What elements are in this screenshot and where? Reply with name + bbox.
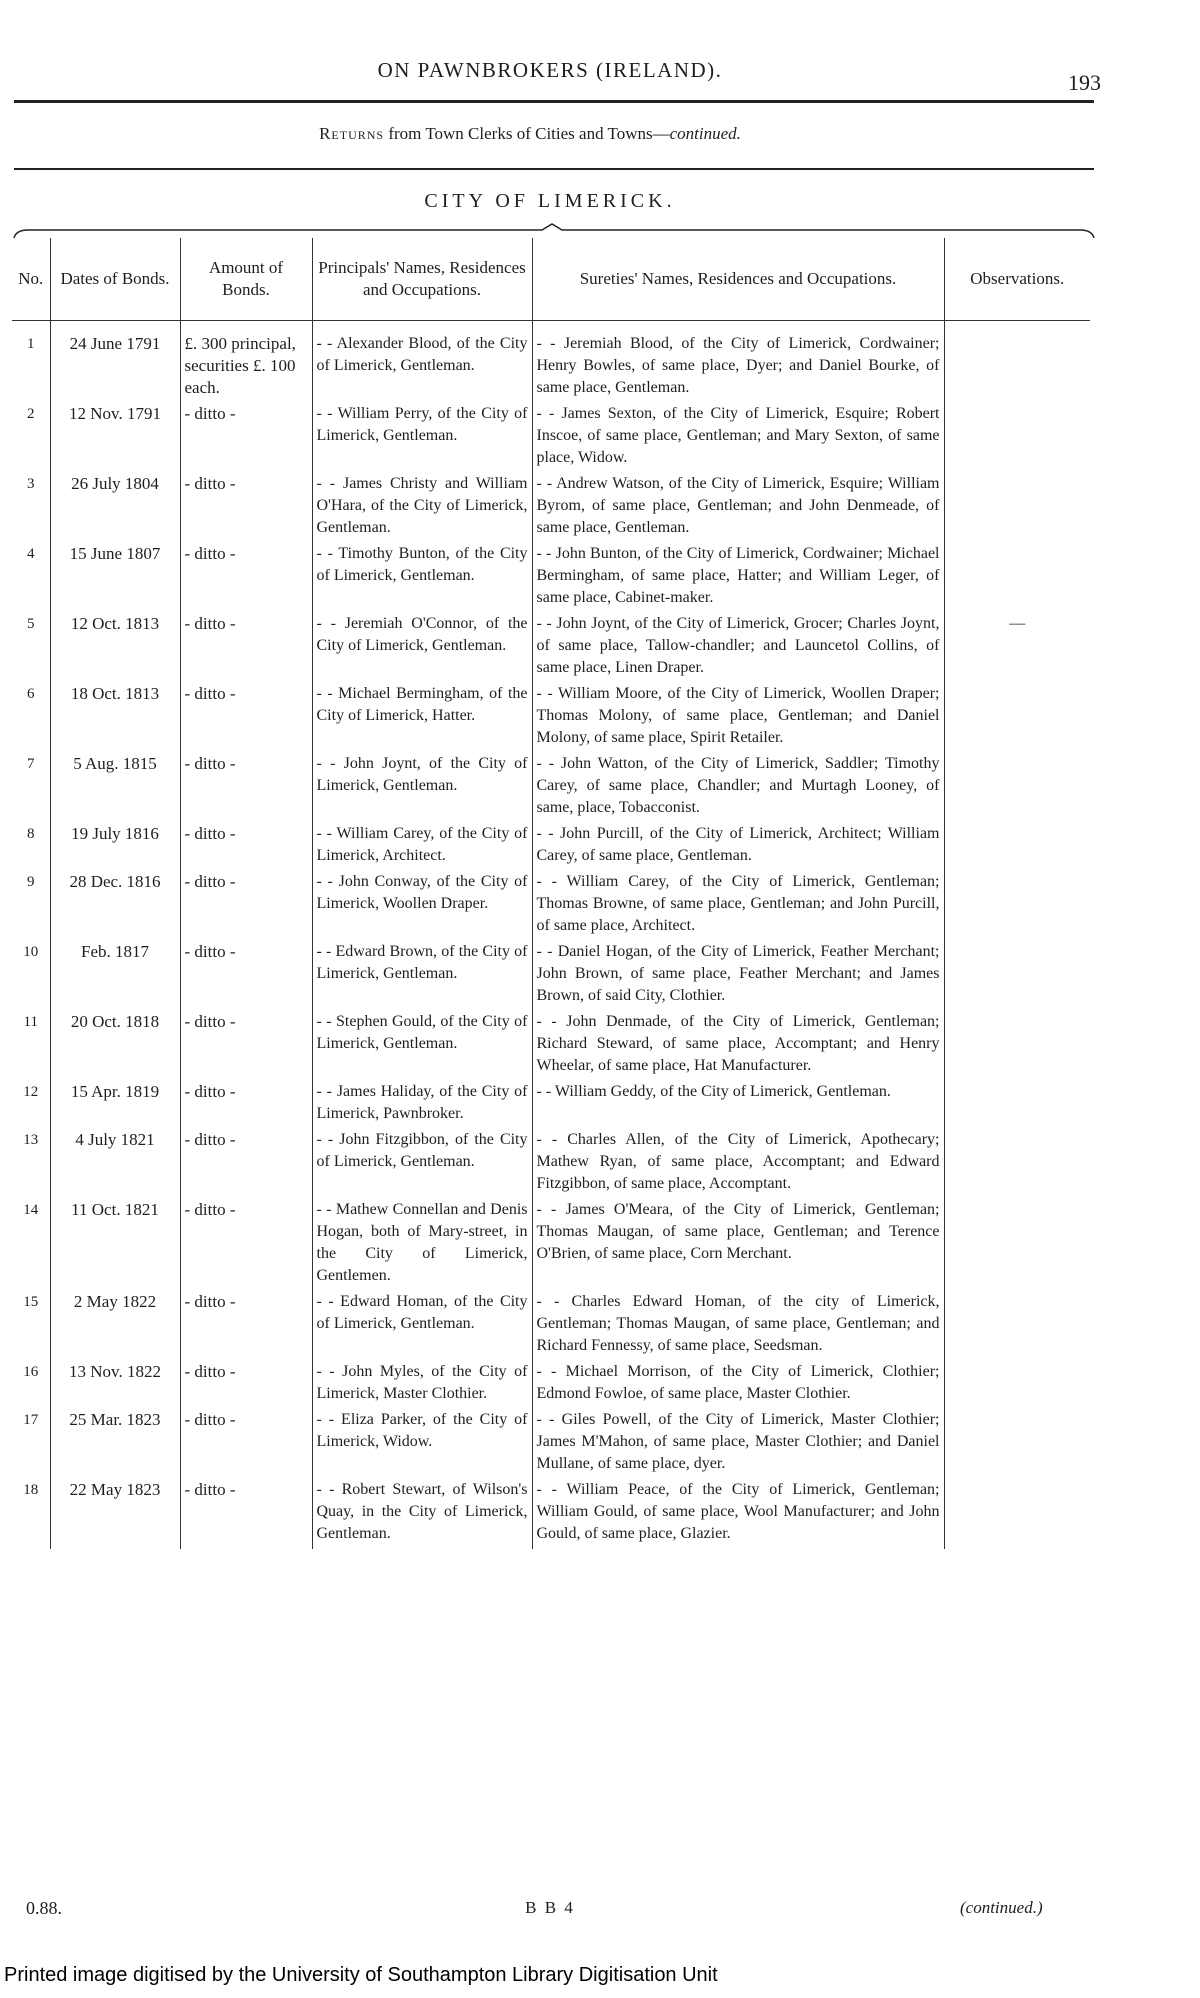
surety-details: - - William Geddy, of the City of Limerick, Gentleman. [532, 1081, 944, 1129]
table-row [12, 753, 1090, 823]
principal-details: - - Timothy Bunton, of the City of Limerick, Gentleman. [312, 543, 532, 613]
principal-details: - - James Haliday, of the City of Limerick, Pawnbroker. [312, 1081, 532, 1129]
bond-amount: - ditto - [180, 941, 312, 1011]
col-header-no: No. [12, 238, 50, 321]
section-title: CITY OF LIMERICK. [424, 190, 676, 212]
bond-amount: - ditto - [180, 871, 312, 941]
principal-details: - - William Perry, of the City of Limerick, Gentleman. [312, 403, 532, 473]
table-row [12, 473, 1090, 543]
bond-date: 22 May 1823 [50, 1479, 180, 1549]
col-header-sureties: Sureties' Names, Residences and Occupations. [532, 238, 944, 321]
table-row [12, 613, 1090, 683]
principal-details: - - John Myles, of the City of Limerick, Master Clothier. [312, 1361, 532, 1409]
subheading [150, 124, 910, 144]
digitisation-notice: Printed image digitised by the University of Southampton Library Digitisation Unit [0, 1962, 722, 1989]
running-head: ON PAWNBROKERS (IRELAND). [377, 58, 723, 82]
bond-amount: - ditto - [180, 473, 312, 543]
table-row [12, 1199, 1090, 1291]
bond-amount: - ditto - [180, 1291, 312, 1361]
table-row [12, 683, 1090, 753]
row-number: 1 [27, 336, 35, 352]
bond-date: 28 Dec. 1816 [50, 871, 180, 941]
bond-date: 12 Nov. 1791 [50, 403, 180, 473]
row-number: 8 [27, 826, 35, 842]
bond-amount: - ditto - [180, 1081, 312, 1129]
bond-date: 20 Oct. 1818 [50, 1011, 180, 1081]
row-number: 11 [23, 1014, 38, 1030]
surety-details: - - John Bunton, of the City of Limerick, Cordwainer; Michael Bermingham, of same place, Hatter; and William Leger, of same place, Cabinet-maker. [532, 543, 944, 613]
row-number: 18 [23, 1482, 39, 1498]
table-row [12, 823, 1090, 871]
col-header-amount: Amount of Bonds. [180, 238, 312, 321]
bond-date: 13 Nov. 1822 [50, 1361, 180, 1409]
row-number: 16 [23, 1364, 39, 1380]
surety-details: - - James Sexton, of the City of Limerick, Esquire; Robert Inscoe, of same place, Gentleman; and Mary Sexton, of same place, Widow. [532, 403, 944, 473]
surety-details: - - John Purcill, of the City of Limerick, Architect; William Carey, of same place, Gentleman. [532, 823, 944, 871]
bond-amount: - ditto - [180, 753, 312, 823]
bond-date: 26 July 1804 [50, 473, 180, 543]
bond-amount: - ditto - [180, 543, 312, 613]
surety-details: - - Michael Morrison, of the City of Limerick, Clothier; Edmond Fowloe, of same place, Master Clothier. [532, 1361, 944, 1409]
observations-cell [944, 1199, 1090, 1291]
observations-cell [944, 543, 1090, 613]
bond-date: 11 Oct. 1821 [50, 1199, 180, 1291]
row-number: 9 [27, 874, 35, 890]
bond-date: 15 Apr. 1819 [50, 1081, 180, 1129]
bond-amount: - ditto - [180, 1361, 312, 1409]
bond-amount: - ditto - [180, 613, 312, 683]
observations-cell [944, 1011, 1090, 1081]
bond-amount: - ditto - [180, 1479, 312, 1549]
principal-details: - - Edward Brown, of the City of Limerick, Gentleman. [312, 941, 532, 1011]
surety-details: - - Jeremiah Blood, of the City of Limerick, Cordwainer; Henry Bowles, of same place, Dyer; and Daniel Bourke, of same place, Gentleman. [532, 333, 944, 403]
footer-paper-number: 0.88. [26, 1898, 62, 1918]
surety-details: - - Daniel Hogan, of the City of Limerick, Feather Merchant; John Brown, of same place, Feather Merchant; and James Brown, of said City, Clothier. [532, 941, 944, 1011]
surety-details: - - William Peace, of the City of Limerick, Gentleman; William Gould, of same place, Wool Manufacturer; and John Gould, of same place, Glazier. [532, 1479, 944, 1549]
subheading-prefix: Returns [319, 124, 385, 143]
bond-amount: £. 300 principal, securities £. 100 each. [180, 333, 312, 403]
observations-cell: — [944, 613, 1090, 683]
table-row [12, 941, 1090, 1011]
observations-cell [944, 403, 1090, 473]
observations-cell [944, 1129, 1090, 1199]
surety-details: - - James O'Meara, of the City of Limerick, Gentleman; Thomas Maugan, of same place, Gentleman; and Terence O'Brien, of same place, Corn Merchant. [532, 1199, 944, 1291]
observations-cell [944, 1291, 1090, 1361]
row-number: 2 [27, 406, 35, 422]
bond-date: 19 July 1816 [50, 823, 180, 871]
col-header-dates: Dates of Bonds. [50, 238, 180, 321]
bond-date: 5 Aug. 1815 [50, 753, 180, 823]
observations-cell [944, 941, 1090, 1011]
table-row [12, 1081, 1090, 1129]
surety-details: - - Charles Edward Homan, of the city of Limerick, Gentleman; Thomas Maugan, of same place, Gentleman; and Richard Fennessy, of same place, Seedsman. [532, 1291, 944, 1361]
table-row [12, 1011, 1090, 1081]
row-number: 3 [27, 476, 35, 492]
observations-cell [944, 333, 1090, 403]
surety-details: - - John Watton, of the City of Limerick, Saddler; Timothy Carey, of same place, Chandler; and Murtagh Looney, of same, place, Tobacconist. [532, 753, 944, 823]
footer-continued: (continued.) [960, 1898, 1043, 1917]
bond-date: 18 Oct. 1813 [50, 683, 180, 753]
col-header-observations: Observations. [944, 238, 1090, 321]
bond-amount: - ditto - [180, 823, 312, 871]
returns-table [12, 238, 1090, 1549]
row-number: 5 [27, 616, 35, 632]
bond-amount: - ditto - [180, 403, 312, 473]
surety-details: - - William Carey, of the City of Limerick, Gentleman; Thomas Browne, of same place, Gentleman; and John Purcill, of same place, Architect. [532, 871, 944, 941]
principal-details: - - Alexander Blood, of the City of Limerick, Gentleman. [312, 333, 532, 403]
principal-details: - - Mathew Connellan and Denis Hogan, both of Mary-street, in the City of Limerick, Gentlemen. [312, 1199, 532, 1291]
principal-details: - - Stephen Gould, of the City of Limerick, Gentleman. [312, 1011, 532, 1081]
principal-details: - - John Fitzgibbon, of the City of Limerick, Gentleman. [312, 1129, 532, 1199]
subheading-rule [14, 168, 1094, 170]
bond-amount: - ditto - [180, 1011, 312, 1081]
observations-cell [944, 1361, 1090, 1409]
row-number: 7 [27, 756, 35, 772]
surety-details: - - Andrew Watson, of the City of Limerick, Esquire; William Byrom, of same place, Gentleman; and John Denmeade, of same place, Gentleman. [532, 473, 944, 543]
page-number: 193 [1068, 70, 1101, 95]
bond-amount: - ditto - [180, 1409, 312, 1479]
principal-details: - - John Joynt, of the City of Limerick, Gentleman. [312, 753, 532, 823]
subheading-text: from Town Clerks of Cities and Towns— [384, 124, 670, 143]
surety-details: - - John Joynt, of the City of Limerick, Grocer; Charles Joynt, of same place, Tallow-chandler; and Launcetol Collins, of same place, Linen Draper. [532, 613, 944, 683]
principal-details: - - Michael Bermingham, of the City of Limerick, Hatter. [312, 683, 532, 753]
bond-amount: - ditto - [180, 1129, 312, 1199]
observations-cell [944, 823, 1090, 871]
bond-amount: - ditto - [180, 1199, 312, 1291]
col-header-principals: Principals' Names, Residences and Occupations. [312, 238, 532, 321]
surety-details: - - Charles Allen, of the City of Limerick, Apothecary; Mathew Ryan, of same place, Accomptant; and Edward Fitzgibbon, of same place, Accomptant. [532, 1129, 944, 1199]
row-number: 14 [23, 1202, 39, 1218]
principal-details: - - Robert Stewart, of Wilson's Quay, in the City of Limerick, Gentleman. [312, 1479, 532, 1549]
bond-date: 4 July 1821 [50, 1129, 180, 1199]
bond-date: 25 Mar. 1823 [50, 1409, 180, 1479]
table-row [12, 333, 1090, 403]
bond-amount: - ditto - [180, 683, 312, 753]
table-row [12, 403, 1090, 473]
bond-date: 24 June 1791 [50, 333, 180, 403]
principal-details: - - Edward Homan, of the City of Limerick, Gentleman. [312, 1291, 532, 1361]
observations-cell [944, 753, 1090, 823]
observations-cell [944, 1409, 1090, 1479]
row-number: 12 [23, 1084, 39, 1100]
subheading-continued: continued. [669, 124, 741, 143]
principal-details: - - James Christy and William O'Hara, of the City of Limerick, Gentleman. [312, 473, 532, 543]
principal-details: - - Jeremiah O'Connor, of the City of Limerick, Gentleman. [312, 613, 532, 683]
table-row [12, 1409, 1090, 1479]
observations-cell [944, 1081, 1090, 1129]
observations-cell [944, 871, 1090, 941]
row-number: 15 [23, 1294, 39, 1310]
header-rule [14, 100, 1094, 103]
row-number: 6 [27, 686, 35, 702]
row-number: 13 [23, 1132, 39, 1148]
observations-cell [944, 473, 1090, 543]
principal-details: - - John Conway, of the City of Limerick, Woollen Draper. [312, 871, 532, 941]
bond-date: 15 June 1807 [50, 543, 180, 613]
table-row [12, 1479, 1090, 1549]
bond-date: 12 Oct. 1813 [50, 613, 180, 683]
principal-details: - - Eliza Parker, of the City of Limerick, Widow. [312, 1409, 532, 1479]
surety-details: - - William Moore, of the City of Limerick, Woollen Draper; Thomas Molony, of same place, Gentleman; and Daniel Molony, of same place, Spirit Retailer. [532, 683, 944, 753]
row-number: 17 [23, 1412, 39, 1428]
table-row [12, 1129, 1090, 1199]
principal-details: - - William Carey, of the City of Limerick, Architect. [312, 823, 532, 871]
row-number: 10 [23, 944, 39, 960]
surety-details: - - John Denmade, of the City of Limerick, Gentleman; Richard Steward, of same place, Accomptant; and Henry Wheelar, of same place, Hat Manufacturer. [532, 1011, 944, 1081]
footer-signature: B B 4 [525, 1898, 575, 1917]
table-row [12, 543, 1090, 613]
row-number: 4 [27, 546, 35, 562]
bond-date: Feb. 1817 [50, 941, 180, 1011]
observations-cell [944, 1479, 1090, 1549]
table-body [12, 321, 1090, 1550]
table-header-row [12, 238, 1090, 321]
table-row [12, 1291, 1090, 1361]
observations-cell [944, 683, 1090, 753]
surety-details: - - Giles Powell, of the City of Limerick, Master Clothier; James M'Mahon, of same place, Master Clothier; and Daniel Mullane, of same place, dyer. [532, 1409, 944, 1479]
table-row [12, 1361, 1090, 1409]
bond-date: 2 May 1822 [50, 1291, 180, 1361]
table-row [12, 871, 1090, 941]
